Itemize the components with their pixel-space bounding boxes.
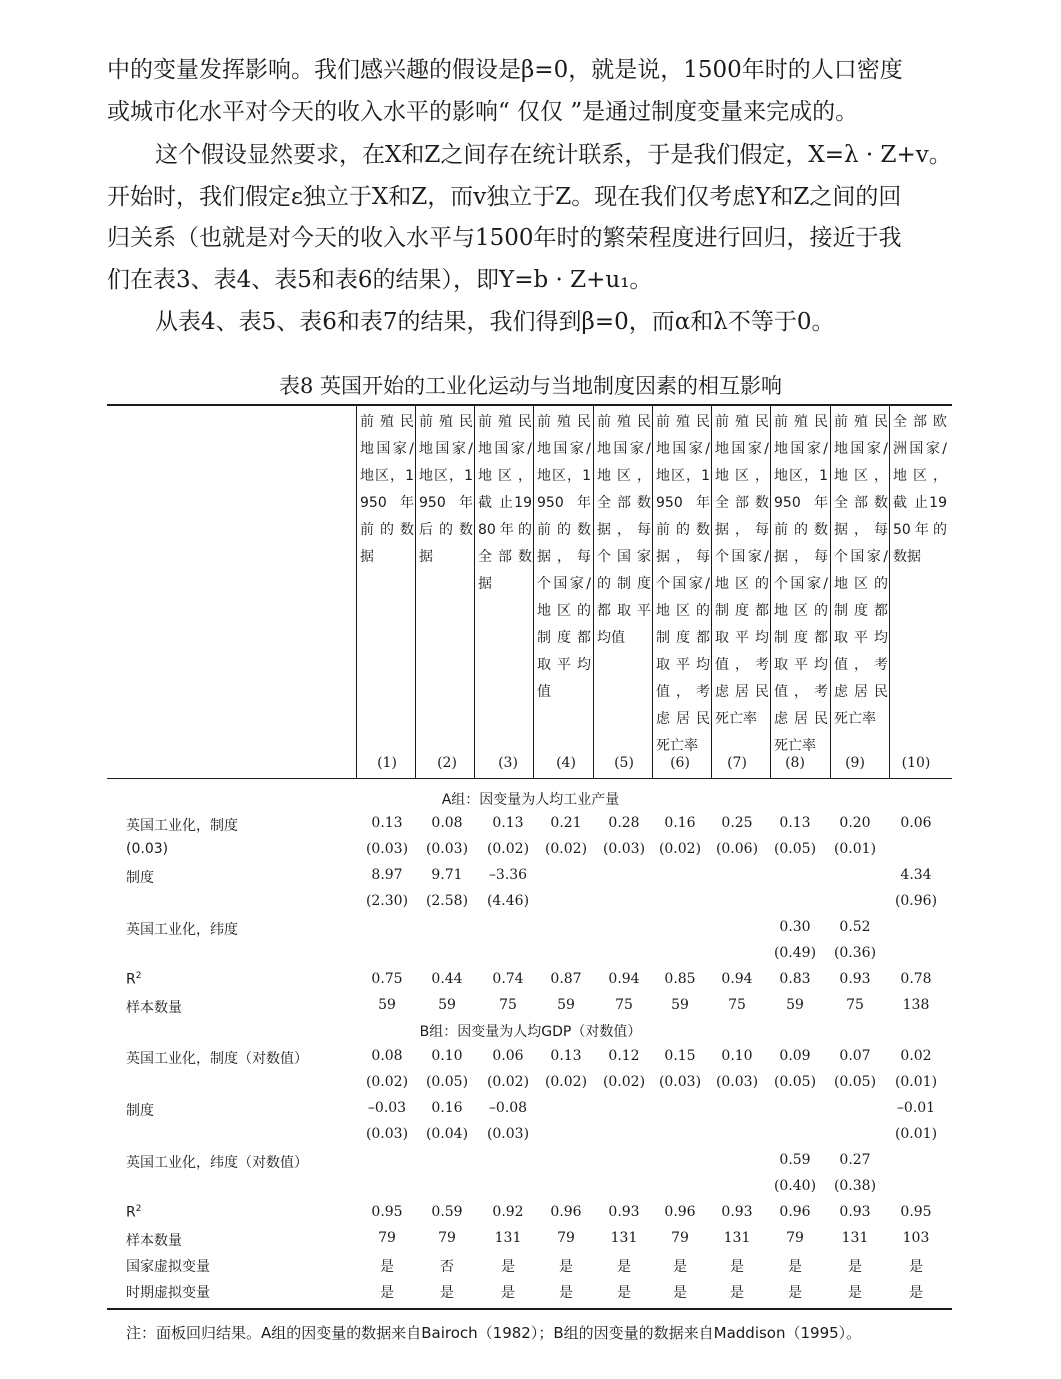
column-divider [830, 406, 831, 778]
table-cell: 103 [902, 1230, 930, 1246]
table-cell: 75 [615, 997, 633, 1013]
table-cell: (0.02) [544, 1074, 588, 1090]
row-label: (0.03) [126, 841, 169, 857]
table-cell: 0.21 [550, 815, 582, 831]
table-row [0, 867, 1061, 893]
table-cell: 0.93 [839, 1204, 871, 1220]
table-cell: 75 [499, 997, 517, 1013]
table-row [0, 1152, 1061, 1178]
row-label: $R^2$ [126, 971, 142, 988]
table-cell: –0.08 [488, 1100, 528, 1116]
row-label: 英国工业化，制度 [126, 818, 238, 834]
table-cell: 是 [909, 1285, 923, 1301]
table-cell: 0.93 [721, 1204, 753, 1220]
table-cell: 0.16 [431, 1100, 463, 1116]
table-cell: (0.01) [833, 841, 877, 857]
table-header-rule [107, 778, 952, 779]
row-label: 样本数量 [126, 1000, 182, 1016]
table-row [0, 1074, 1061, 1100]
table-cell: (0.03) [715, 1074, 759, 1090]
table-cell: 是 [848, 1259, 862, 1275]
table-cell: 0.10 [431, 1048, 463, 1064]
table-row [0, 893, 1061, 919]
table-cell: 是 [848, 1285, 862, 1301]
panel-b-title: B组：因变量为人均GDP（对数值） [419, 1024, 642, 1040]
table-cell: 0.92 [492, 1204, 524, 1220]
table-cell: (0.06) [715, 841, 759, 857]
column-divider [593, 406, 594, 778]
paragraph-2 [107, 135, 953, 301]
table-row [0, 841, 1061, 867]
table-cell: 是 [501, 1285, 515, 1301]
table-row [0, 997, 1061, 1023]
column-number: (3) [498, 755, 518, 771]
table-cell: 79 [557, 1230, 575, 1246]
table-cell: (0.49) [773, 945, 817, 961]
table-cell: 是 [909, 1259, 923, 1275]
table-cell: 0.59 [431, 1204, 463, 1220]
table-cell: 0.15 [664, 1048, 696, 1064]
table-row [0, 1204, 1061, 1230]
column-number: (7) [727, 755, 747, 771]
column-header: 前殖民地国家/地区，全部数据，每个国家的制度都取平均值 [597, 414, 651, 646]
table-row [0, 1100, 1061, 1126]
table-cell: 79 [786, 1230, 804, 1246]
table-cell: (0.03) [602, 841, 646, 857]
column-divider [415, 406, 416, 778]
table-row [0, 815, 1061, 841]
table-cell: 59 [786, 997, 804, 1013]
table-cell: 0.85 [664, 971, 696, 987]
table-bottom-rule [107, 1308, 952, 1310]
column-header: 前殖民地国家/地区，1950年前的数据，每个国家/地区的制度都取平均值 [537, 414, 591, 700]
table-cell: (0.02) [486, 841, 530, 857]
table-cell: (0.03) [365, 1126, 409, 1142]
column-number: (8) [785, 755, 805, 771]
table-cell: (0.36) [833, 945, 877, 961]
table-cell: 0.07 [839, 1048, 871, 1064]
row-label: 英国工业化，制度（对数值） [126, 1051, 308, 1067]
table-cell: (0.05) [773, 1074, 817, 1090]
table-cell: 0.12 [608, 1048, 640, 1064]
column-header: 全部欧洲国家/地区，截 止1950年的数据 [893, 414, 947, 565]
table-cell: 是 [617, 1259, 631, 1275]
table-cell: 131 [610, 1230, 638, 1246]
table-cell: 0.95 [371, 1204, 403, 1220]
table-cell: 0.16 [664, 815, 696, 831]
table-cell: 0.28 [608, 815, 640, 831]
table-cell: 131 [494, 1230, 522, 1246]
table-cell: (0.03) [425, 841, 469, 857]
table-cell: 79 [438, 1230, 456, 1246]
table-cell: (0.05) [833, 1074, 877, 1090]
table-cell: (0.01) [894, 1126, 938, 1142]
table-cell: (0.04) [425, 1126, 469, 1142]
table-cell: 0.94 [721, 971, 753, 987]
table-cell: 是 [440, 1285, 454, 1301]
table-cell: 59 [671, 997, 689, 1013]
table-cell: 是 [788, 1259, 802, 1275]
table-title: 表8 英国开始的工业化运动与当地制度因素的相互影响 [278, 374, 783, 398]
text-line: 或城市化水平对今天的收入水平的影响“ 仅仅 ”是通过制度变量来完成的。 [107, 98, 859, 125]
table-cell: (0.40) [773, 1178, 817, 1194]
table-cell: 59 [557, 997, 575, 1013]
table-cell: 0.09 [779, 1048, 811, 1064]
row-label: 英国工业化，纬度 [126, 922, 238, 938]
text-line: 从表4、表5、表6和表7的结果，我们得到β=0，而α和λ不等于0。 [155, 309, 835, 335]
table-row [0, 945, 1061, 971]
column-number: (10) [901, 755, 931, 771]
table-cell: 0.13 [550, 1048, 582, 1064]
table-cell: 138 [902, 997, 930, 1013]
table-cell: 0.95 [900, 1204, 932, 1220]
table-cell: 是 [380, 1259, 394, 1275]
table-top-rule [107, 404, 952, 406]
table-cell: 0.75 [371, 971, 403, 987]
row-label: 制度 [126, 1103, 154, 1119]
column-divider [889, 406, 890, 778]
column-number: (6) [670, 755, 690, 771]
table-cell: 是 [730, 1259, 744, 1275]
table-cell: –3.36 [488, 867, 528, 883]
table-cell: 是 [730, 1285, 744, 1301]
table-cell: 131 [723, 1230, 751, 1246]
table-cell: –0.03 [367, 1100, 407, 1116]
table-cell: (0.03) [486, 1126, 530, 1142]
table-cell: 0.87 [550, 971, 582, 987]
table-cell: 0.25 [721, 815, 753, 831]
table-cell: 0.96 [664, 1204, 696, 1220]
table-cell: 是 [559, 1259, 573, 1275]
row-label: 样本数量 [126, 1233, 182, 1249]
table-cell: (0.02) [658, 841, 702, 857]
table-cell: 是 [559, 1285, 573, 1301]
table-cell: 0.27 [839, 1152, 871, 1168]
table-cell: 0.74 [492, 971, 524, 987]
table-row [0, 1048, 1061, 1074]
text-line: 开始时，我们假定ε独立于X和Z，而v独立于Z。现在我们仅考虑Y和Z之间的回 [107, 183, 902, 210]
text-line: 们在表3、表4、表5和表6的结果），即Y=b · Z+u₁。 [107, 266, 653, 293]
table-cell: (0.96) [894, 893, 938, 909]
column-divider [356, 406, 357, 778]
column-number: (2) [437, 755, 457, 771]
table-cell: 是 [673, 1285, 687, 1301]
paragraph-1 [107, 50, 953, 133]
table-cell: (0.05) [773, 841, 817, 857]
table-cell: 0.93 [839, 971, 871, 987]
table-cell: 79 [378, 1230, 396, 1246]
table-cell: 0.83 [779, 971, 811, 987]
table-cell: 0.02 [900, 1048, 932, 1064]
table-cell: 8.97 [371, 867, 403, 883]
table-cell: (2.30) [365, 893, 409, 909]
table-cell: (0.02) [486, 1074, 530, 1090]
row-label: 英国工业化，纬度（对数值） [126, 1155, 308, 1171]
table-cell: 0.10 [721, 1048, 753, 1064]
table-cell: 0.93 [608, 1204, 640, 1220]
table-cell: (0.02) [602, 1074, 646, 1090]
text-line: 中的变量发挥影响。我们感兴趣的假设是β=0，就是说，1500年时的人口密度 [107, 57, 903, 83]
table-row [0, 1282, 1061, 1308]
table-row [0, 971, 1061, 997]
column-header: 前殖民地国家/地区，全部数据，每个国家/地区的制度都取平均值，考虑居民死亡率 [834, 414, 888, 727]
table-cell: –0.01 [896, 1100, 936, 1116]
column-number: (9) [845, 755, 865, 771]
table-cell: 是 [617, 1285, 631, 1301]
table-note: 注：面板回归结果。A组的因变量的数据来自Bairoch（1982）；B组的因变量的数据来自Maddison（1995）。 [126, 1324, 862, 1342]
column-divider [474, 406, 475, 778]
table-cell: (4.46) [486, 893, 530, 909]
column-divider [533, 406, 534, 778]
column-header: 前殖民地国家/地区，截 止1980年的全部数据 [478, 414, 532, 592]
table-cell: 0.06 [900, 815, 932, 831]
table-cell: 0.13 [371, 815, 403, 831]
column-number: (4) [556, 755, 576, 771]
column-header: 前殖民地国家/地区，1950年前的数据，每个国家/地区的制度都取平均值，考虑居民死亡率 [656, 414, 710, 754]
table-cell: (0.02) [544, 841, 588, 857]
table-cell: 否 [440, 1259, 454, 1275]
table-cell: (0.01) [894, 1074, 938, 1090]
table-cell: 0.08 [431, 815, 463, 831]
table-cell: 0.96 [550, 1204, 582, 1220]
row-label: 时期虚拟变量 [126, 1285, 210, 1301]
table-cell: 是 [673, 1259, 687, 1275]
table-cell: 0.78 [900, 971, 932, 987]
table-cell: 75 [728, 997, 746, 1013]
table-cell: 0.30 [779, 919, 811, 935]
table-cell: 0.96 [779, 1204, 811, 1220]
table-cell: 0.44 [431, 971, 463, 987]
text-line: 归关系（也就是对今天的收入水平与1500年时的繁荣程度进行回归，接近于我 [107, 225, 902, 251]
table-cell: 9.71 [431, 867, 463, 883]
text-line: 这个假设显然要求，在X和Z之间存在统计联系，于是我们假定，X=λ · Z+v。 [155, 142, 952, 168]
table-cell: (2.58) [425, 893, 469, 909]
column-header: 前殖民地国家/地区，1950年后的数据 [419, 414, 473, 565]
table-cell: 4.34 [900, 867, 932, 883]
table-cell: 是 [788, 1285, 802, 1301]
table-cell: 0.20 [839, 815, 871, 831]
table-cell: (0.03) [658, 1074, 702, 1090]
table-cell: 是 [501, 1259, 515, 1275]
table-cell: 0.06 [492, 1048, 524, 1064]
table-cell: 0.08 [371, 1048, 403, 1064]
table-cell: 0.94 [608, 971, 640, 987]
table-cell: 59 [438, 997, 456, 1013]
table-cell: (0.05) [425, 1074, 469, 1090]
column-header: 前殖民地国家/地区，1950年前的数据 [360, 414, 414, 565]
table-cell: 是 [380, 1285, 394, 1301]
column-header: 前殖民地国家/地区，全部数据，每个国家/地区的制度都取平均值，考虑居民死亡率 [715, 414, 769, 727]
row-label: $R^2$ [126, 1204, 142, 1221]
row-label: 制度 [126, 870, 154, 886]
row-label: 国家虚拟变量 [126, 1259, 210, 1275]
table-row [0, 919, 1061, 945]
column-header: 前殖民地国家/地区，1950年前的数据，每个国家/地区的制度都取平均值，考虑居民死亡率 [774, 414, 828, 754]
table-row [0, 1256, 1061, 1282]
column-divider [770, 406, 771, 778]
table-cell: 131 [841, 1230, 869, 1246]
table-cell: 0.13 [492, 815, 524, 831]
table-cell: (0.02) [365, 1074, 409, 1090]
table-cell: 0.13 [779, 815, 811, 831]
table-cell: 75 [846, 997, 864, 1013]
table-cell: 59 [378, 997, 396, 1013]
table-cell: 0.59 [779, 1152, 811, 1168]
paragraph-3 [107, 302, 953, 344]
column-divider [711, 406, 712, 778]
panel-a-title: A组：因变量为人均工业产量 [441, 792, 620, 808]
table-cell: (0.38) [833, 1178, 877, 1194]
column-number: (5) [614, 755, 634, 771]
table-row [0, 1230, 1061, 1256]
column-divider [652, 406, 653, 778]
table-cell: 0.52 [839, 919, 871, 935]
table-cell: (0.03) [365, 841, 409, 857]
column-number: (1) [377, 755, 397, 771]
table-row [0, 1178, 1061, 1204]
table-row [0, 1126, 1061, 1152]
table-cell: 79 [671, 1230, 689, 1246]
